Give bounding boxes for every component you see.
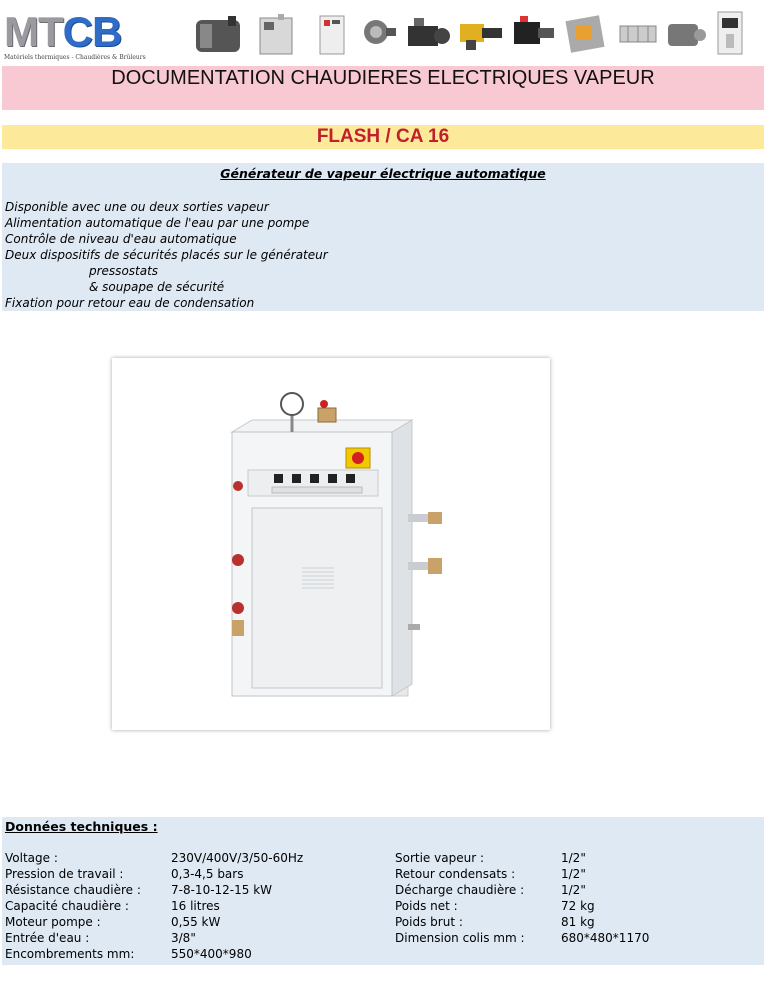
- spec-value: 72 kg: [561, 899, 595, 913]
- spec-value: 0,3-4,5 bars: [171, 867, 244, 881]
- model-title: FLASH / CA 16: [316, 126, 450, 147]
- steam-generator-product-icon: [254, 10, 300, 56]
- spec-value: 1/2": [561, 883, 586, 897]
- spec-label: Capacité chaudière :: [5, 899, 129, 913]
- spec-label: Sortie vapeur :: [395, 851, 484, 865]
- product-photo: [112, 358, 550, 730]
- spec-label: Retour condensats :: [395, 867, 516, 881]
- pump-product-icon: [404, 10, 452, 56]
- product-subtitle: Générateur de vapeur électrique automatique: [220, 166, 546, 181]
- valve-product-icon: [358, 10, 398, 56]
- technical-data-title: Données techniques :: [5, 819, 158, 834]
- spec-values-left: [171, 850, 303, 962]
- spec-values-right: [561, 850, 649, 946]
- fan-product-icon: [664, 10, 708, 56]
- heater-product-icon: [562, 10, 610, 56]
- spec-value: 1/2": [561, 867, 586, 881]
- spec-label: Entrée d'eau :: [5, 931, 90, 945]
- spec-value: 680*480*1170: [561, 931, 650, 945]
- company-logo: [4, 8, 152, 61]
- spec-label: Résistance chaudière :: [5, 883, 141, 897]
- steam-generator-illustration: [112, 358, 550, 730]
- document-title: DOCUMENTATION CHAUDIERES ELECTRIQUES VAPEUR: [111, 67, 655, 89]
- spec-label: Voltage :: [5, 851, 58, 865]
- feature-item: Fixation pour retour eau de condensation: [5, 296, 255, 310]
- spec-label: Décharge chaudière :: [395, 883, 525, 897]
- header: [0, 0, 768, 64]
- spec-labels-right: [395, 850, 525, 946]
- spec-value: 550*400*980: [171, 947, 252, 961]
- spec-value: 81 kg: [561, 915, 595, 929]
- feature-subitem: & soupape de sécurité: [89, 280, 225, 294]
- spec-value: 1/2": [561, 851, 586, 865]
- spec-value: 230V/400V/3/50-60Hz: [171, 851, 304, 865]
- document-title-band: [2, 66, 764, 110]
- logo-wordmark: MTCB: [4, 8, 122, 55]
- spec-label: Encombrements mm:: [5, 947, 135, 961]
- spec-label: Dimension colis mm :: [395, 931, 525, 945]
- electric-boiler-product-icon: [312, 10, 352, 56]
- feature-item: Disponible avec une ou deux sorties vapeur: [5, 200, 269, 214]
- spec-value: 16 litres: [171, 899, 220, 913]
- boiler-product-icon: [192, 10, 246, 56]
- burner-unit-product-icon: [510, 10, 558, 56]
- feature-item: Contrôle de niveau d'eau automatique: [5, 232, 237, 246]
- model-band: [2, 125, 764, 149]
- spec-value: 0,55 kW: [171, 915, 221, 929]
- spec-label: Poids net :: [395, 899, 458, 913]
- feature-item: Deux dispositifs de sécurités placés sur le générateur: [5, 248, 328, 262]
- logo-tagline: Matériels thermiques - Chaudières & Brûleurs: [4, 54, 146, 61]
- cabinet-product-icon: [712, 10, 748, 56]
- product-banner: [192, 10, 752, 60]
- technical-data-section: [2, 817, 764, 965]
- spec-label: Moteur pompe :: [5, 915, 101, 929]
- feature-subitem: pressostats: [89, 264, 159, 278]
- spec-value: 7-8-10-12-15 kW: [171, 883, 273, 897]
- spec-labels-left: [5, 850, 141, 962]
- feature-list: [5, 199, 328, 311]
- feature-item: Alimentation automatique de l'eau par une pompe: [5, 216, 310, 230]
- spec-value: 3/8": [171, 931, 196, 945]
- spec-label: Poids brut :: [395, 915, 463, 929]
- radiator-product-icon: [616, 10, 660, 56]
- burner-product-icon: [458, 10, 506, 56]
- description-section: [2, 163, 764, 311]
- spec-label: Pression de travail :: [5, 867, 124, 881]
